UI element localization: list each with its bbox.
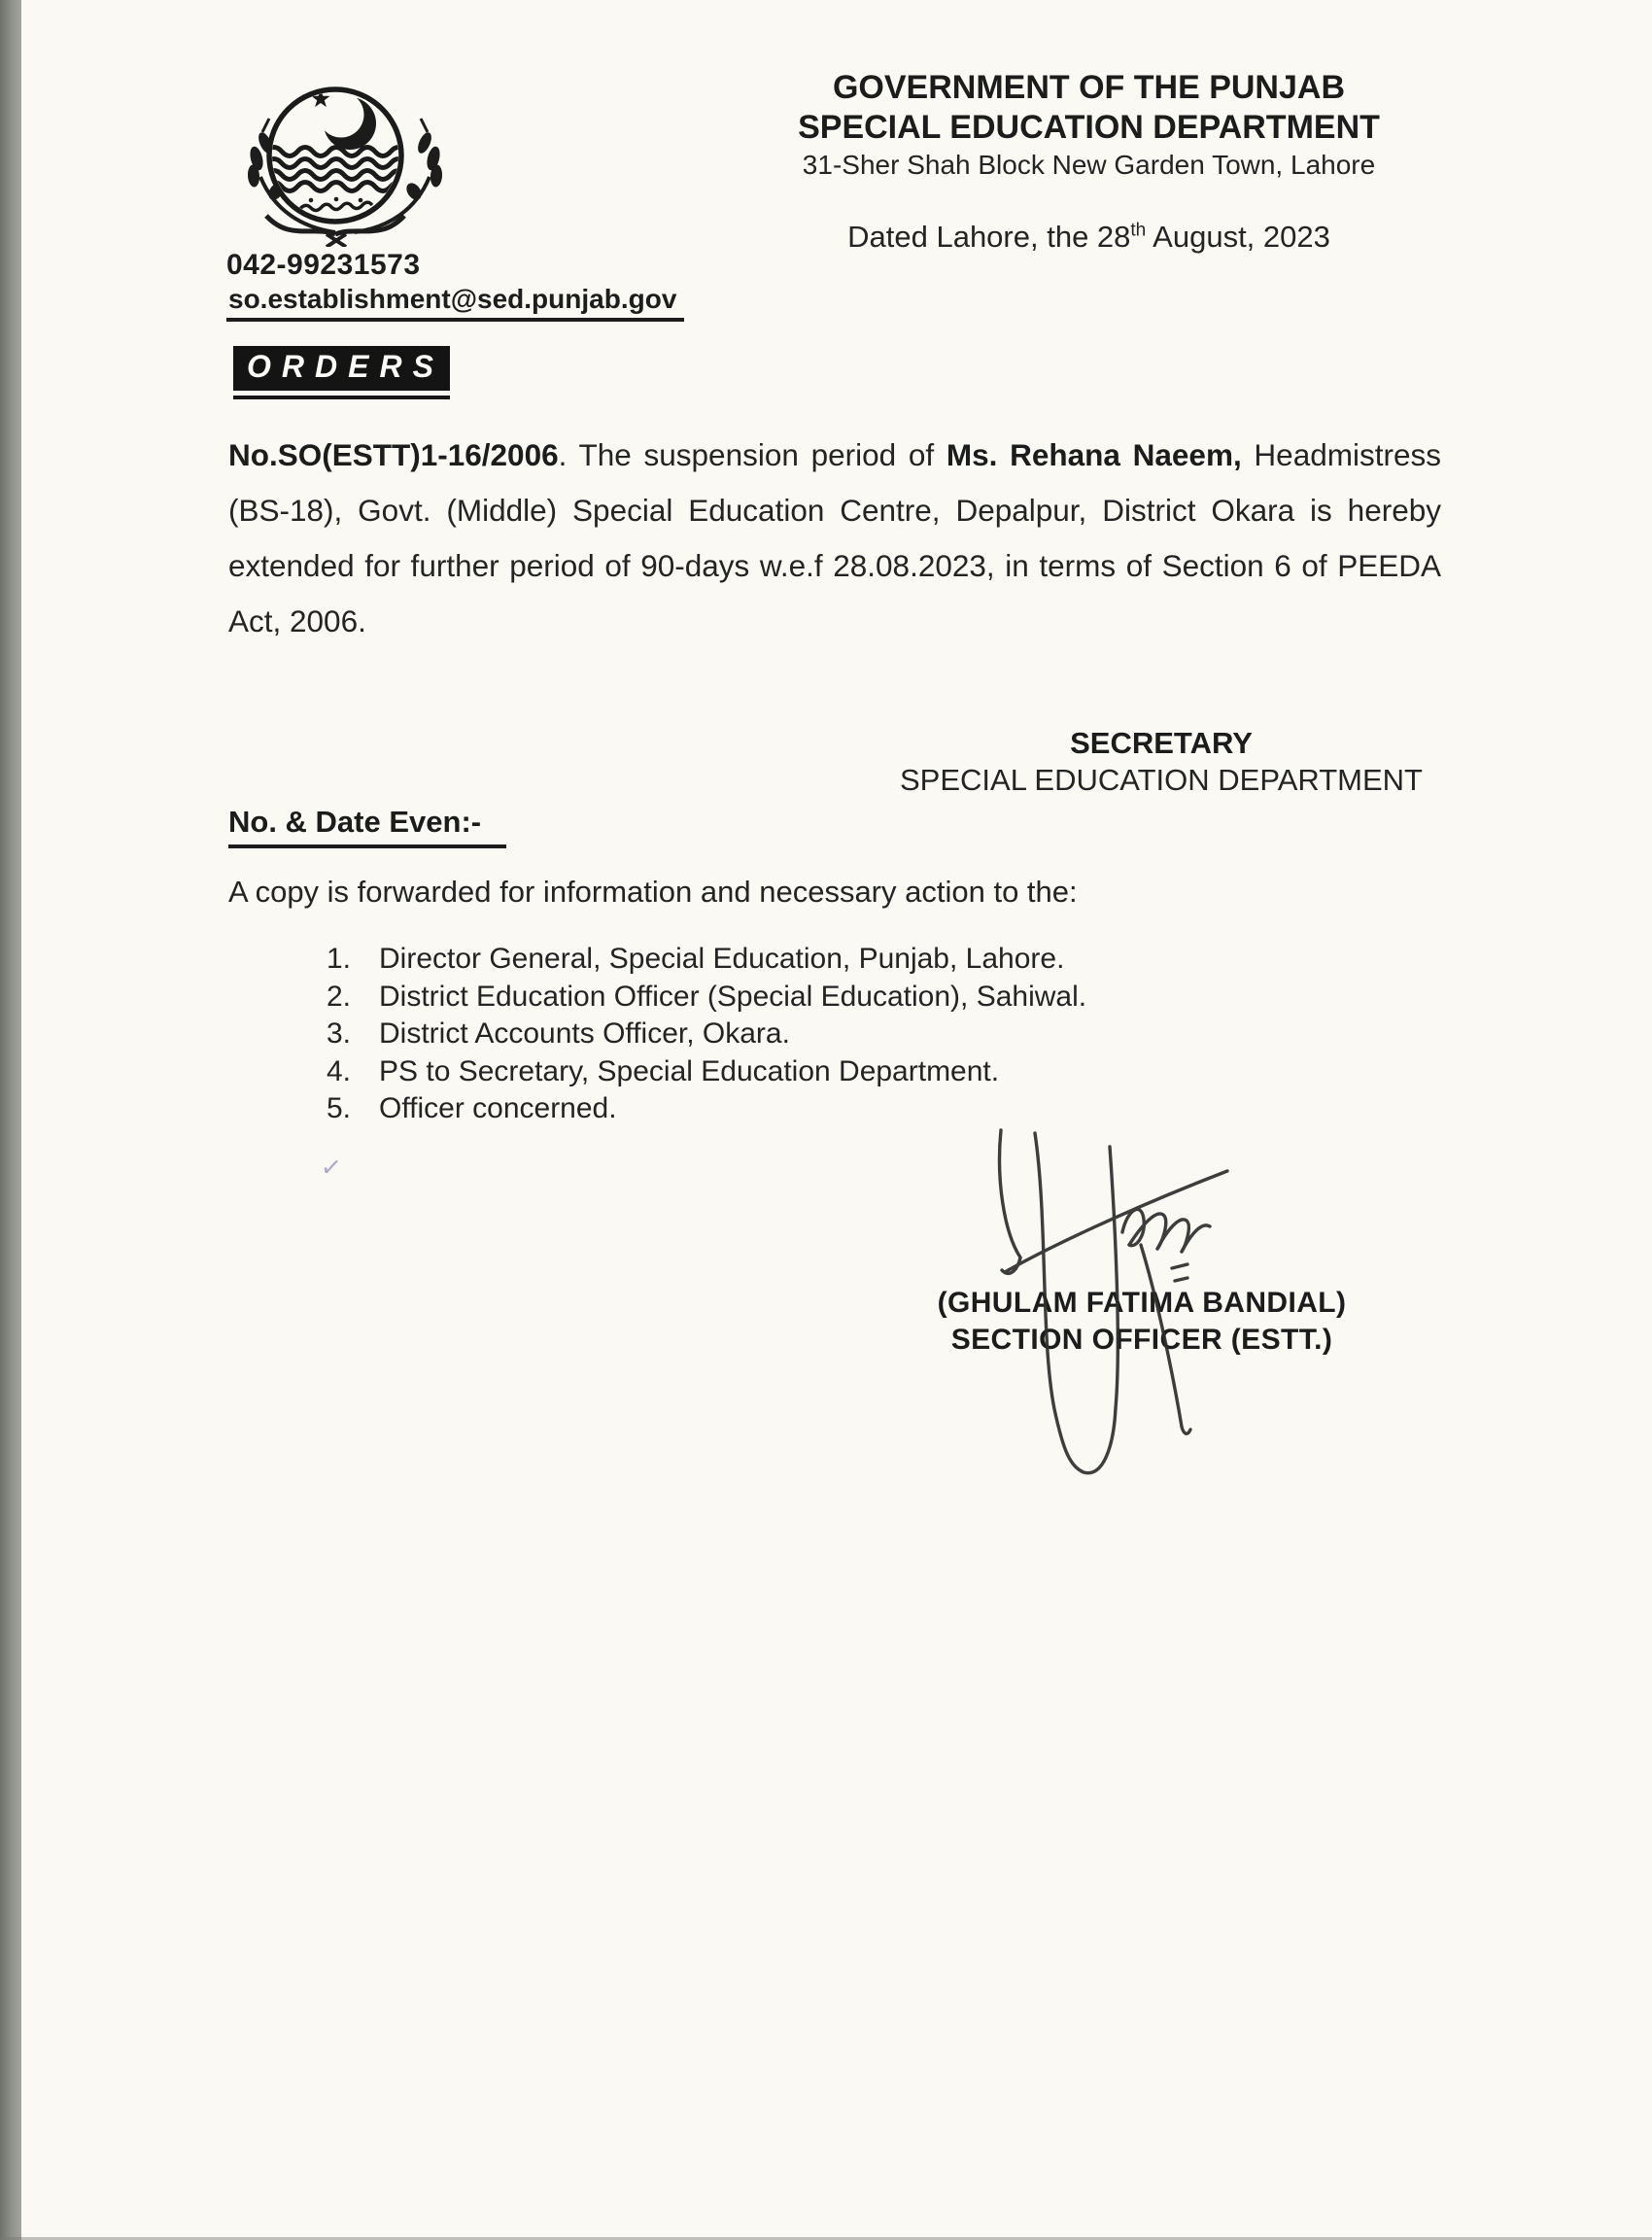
pen-tick-mark: ✓ — [319, 1151, 344, 1184]
list-item-text: PS to Secretary, Special Education Department. — [379, 1054, 1000, 1087]
list-item — [327, 979, 1250, 1017]
date-text-suffix: August, 2023 — [1146, 220, 1330, 254]
list-item — [327, 941, 1250, 979]
order-text: . The suspension period of — [558, 437, 946, 472]
officer-name: Ms. Rehana Naeem, — [946, 437, 1242, 472]
department-address: 31-Sher Shah Block New Garden Town, Lahore — [802, 150, 1376, 180]
list-item — [327, 1016, 1250, 1053]
list-item — [327, 1090, 1250, 1128]
department-title: SPECIAL EDUCATION DEPARTMENT — [798, 109, 1380, 146]
signatory-block — [913, 1285, 1370, 1359]
list-item-number: 3. — [327, 1017, 352, 1050]
signatory-name: (GHULAM FATIMA BANDIAL) — [937, 1287, 1347, 1319]
list-item-text: District Education Officer (Special Education), Sahiwal. — [379, 980, 1087, 1013]
list-item-number: 1. — [327, 943, 352, 975]
date-text: Dated Lahore, the 28 — [847, 220, 1131, 254]
list-item-number: 2. — [327, 980, 352, 1013]
signatory-title: SECTION OFFICER (ESTT.) — [950, 1324, 1333, 1356]
punjab-government-crest-icon — [243, 62, 449, 247]
issuing-authority-block — [870, 725, 1453, 799]
government-title: GOVERNMENT OF THE PUNJAB — [832, 69, 1346, 106]
list-item-number: 5. — [327, 1092, 352, 1124]
letterhead-header — [785, 68, 1393, 183]
list-item-text: District Accounts Officer, Okara. — [379, 1017, 790, 1050]
date-ordinal-superscript: th — [1130, 220, 1147, 241]
date-line — [785, 220, 1393, 255]
distribution-intro: A copy is forwarded for information and necessary action to the: — [228, 875, 1078, 909]
distribution-list — [327, 941, 1250, 1128]
distribution-heading: No. & Date Even:- — [228, 805, 506, 848]
order-paragraph — [228, 428, 1441, 649]
list-item-text: Director General, Special Education, Punjab, Lahore. — [379, 943, 1065, 975]
orders-heading-underline — [233, 346, 450, 399]
order-reference-number: No.SO(ESTT)1-16/2006 — [228, 437, 559, 472]
secretary-title: SECRETARY — [1070, 726, 1253, 760]
orders-heading: ORDERS — [233, 346, 450, 391]
order-text-rest: Headmistress (BS-18), Govt. (Middle) Special Education Centre, Depalpur, District Okara is hereby extended for further period of 90-days w.e.f 28.08.2023, in terms of Section 6 of PEEDA Act, 2006. — [228, 437, 1441, 638]
list-item-number: 4. — [327, 1054, 352, 1087]
list-item — [327, 1053, 1250, 1091]
secretary-department: SPECIAL EDUCATION DEPARTMENT — [900, 763, 1423, 797]
phone-number: 042-99231573 — [226, 249, 421, 281]
scan-edge-strip — [0, 0, 21, 2240]
list-item-text: Officer concerned. — [379, 1092, 617, 1124]
email-address: so.establishment@sed.punjab.gov — [226, 284, 684, 322]
